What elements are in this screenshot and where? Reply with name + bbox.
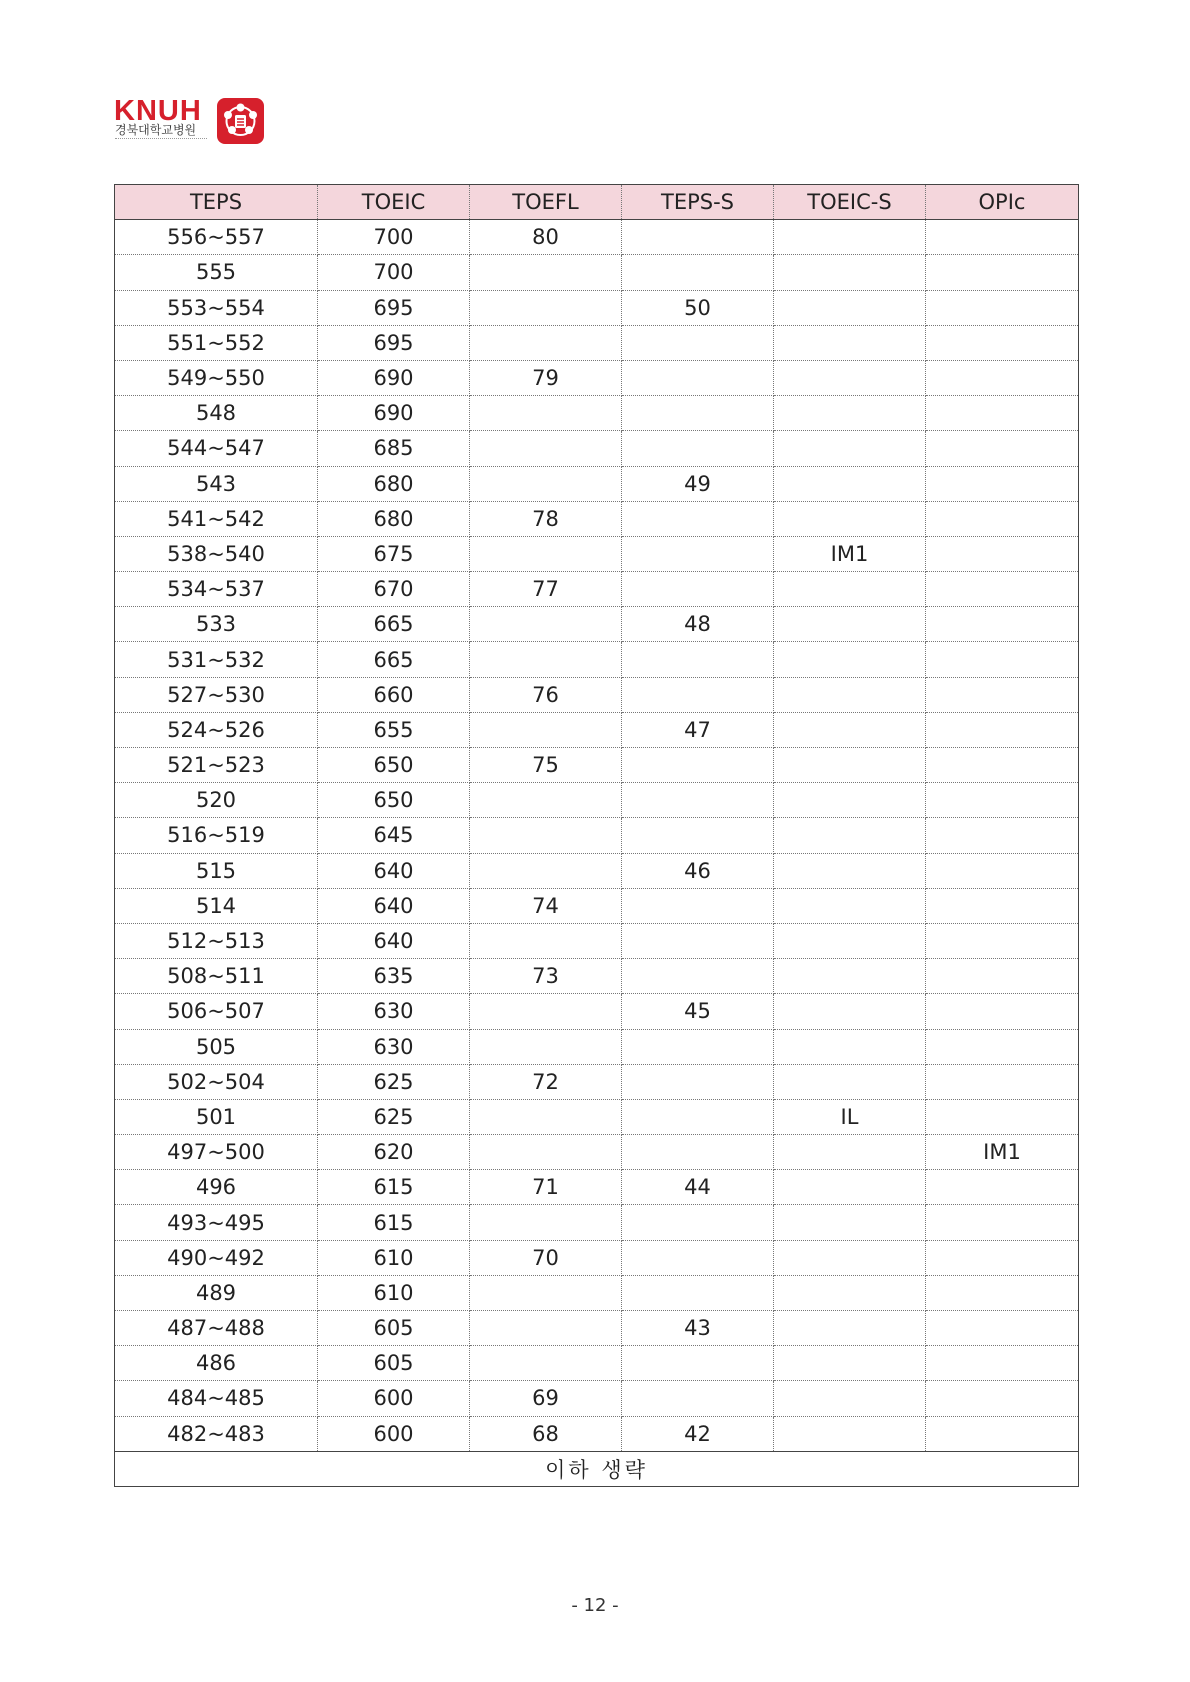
table-cell-opic	[926, 325, 1079, 360]
table-cell-toeic-s	[774, 1416, 926, 1451]
table-cell-teps-s	[622, 677, 774, 712]
table-cell-teps: 531~532	[115, 642, 318, 677]
table-cell-teps: 556~557	[115, 220, 318, 255]
table-cell-toefl	[470, 994, 622, 1029]
table-row	[115, 255, 1079, 290]
table-cell-toeic-s	[774, 431, 926, 466]
table-cell-toeic: 600	[318, 1416, 470, 1451]
table-row	[115, 677, 1079, 712]
table-cell-toeic: 700	[318, 220, 470, 255]
table-cell-toefl	[470, 923, 622, 958]
table-cell-teps: 527~530	[115, 677, 318, 712]
table-cell-toeic-s	[774, 290, 926, 325]
table-cell-toeic-s	[774, 255, 926, 290]
table-cell-teps-s	[622, 959, 774, 994]
table-cell-teps: 505	[115, 1029, 318, 1064]
table-cell-teps-s: 49	[622, 466, 774, 501]
table-cell-teps-s	[622, 748, 774, 783]
table-cell-opic	[926, 888, 1079, 923]
table-cell-teps: 551~552	[115, 325, 318, 360]
table-cell-teps-s: 44	[622, 1170, 774, 1205]
table-cell-toefl: 79	[470, 360, 622, 395]
table-cell-teps: 497~500	[115, 1135, 318, 1170]
logo-hospital-name: 경북대학교병원	[115, 123, 197, 137]
table-cell-toeic-s	[774, 1205, 926, 1240]
table-cell-toeic-s	[774, 712, 926, 747]
table-cell-toeic: 605	[318, 1311, 470, 1346]
table-cell-toeic-s	[774, 396, 926, 431]
table-cell-toefl: 74	[470, 888, 622, 923]
table-row	[115, 325, 1079, 360]
table-cell-toefl	[470, 818, 622, 853]
table-cell-opic	[926, 712, 1079, 747]
table-cell-opic	[926, 677, 1079, 712]
table-cell-toeic: 640	[318, 888, 470, 923]
table-cell-teps: 487~488	[115, 1311, 318, 1346]
table-cell-opic	[926, 255, 1079, 290]
table-cell-toefl: 75	[470, 748, 622, 783]
table-cell-toefl	[470, 1311, 622, 1346]
table-cell-toefl	[470, 783, 622, 818]
table-cell-teps-s: 46	[622, 853, 774, 888]
table-cell-toefl: 78	[470, 501, 622, 536]
table-row	[115, 466, 1079, 501]
table-cell-toeic: 690	[318, 396, 470, 431]
table-cell-toeic: 625	[318, 1064, 470, 1099]
table-cell-toeic: 625	[318, 1099, 470, 1134]
table-row	[115, 1275, 1079, 1310]
table-cell-opic	[926, 1311, 1079, 1346]
table-cell-toeic-s	[774, 1381, 926, 1416]
table-cell-opic	[926, 959, 1079, 994]
table-row	[115, 1381, 1079, 1416]
table-cell-toefl	[470, 536, 622, 571]
table-cell-opic	[926, 853, 1079, 888]
table-cell-toeic: 690	[318, 360, 470, 395]
table-footer-note: 이하 생략	[115, 1451, 1079, 1486]
table-cell-toeic-s	[774, 1346, 926, 1381]
table-row	[115, 1205, 1079, 1240]
table-cell-opic	[926, 1170, 1079, 1205]
table-row	[115, 290, 1079, 325]
table-cell-toeic: 670	[318, 572, 470, 607]
table-cell-opic	[926, 1099, 1079, 1134]
table-cell-teps: 508~511	[115, 959, 318, 994]
table-row	[115, 572, 1079, 607]
table-cell-teps-s	[622, 501, 774, 536]
table-cell-opic	[926, 1346, 1079, 1381]
table-cell-teps-s	[622, 1275, 774, 1310]
table-cell-toefl	[470, 1029, 622, 1064]
table-row	[115, 853, 1079, 888]
table-cell-teps-s	[622, 1381, 774, 1416]
table-cell-teps: 538~540	[115, 536, 318, 571]
table-cell-toeic: 685	[318, 431, 470, 466]
table-cell-teps-s	[622, 396, 774, 431]
table-cell-teps: 521~523	[115, 748, 318, 783]
table-cell-teps: 555	[115, 255, 318, 290]
table-cell-teps-s	[622, 255, 774, 290]
table-cell-toeic: 700	[318, 255, 470, 290]
table-cell-opic	[926, 748, 1079, 783]
table-row	[115, 360, 1079, 395]
table-cell-teps: 490~492	[115, 1240, 318, 1275]
table-cell-teps-s	[622, 220, 774, 255]
table-cell-toeic: 620	[318, 1135, 470, 1170]
table-cell-toeic: 605	[318, 1346, 470, 1381]
table-cell-toeic-s	[774, 607, 926, 642]
table-cell-toefl: 76	[470, 677, 622, 712]
table-cell-toeic-s	[774, 1240, 926, 1275]
table-cell-teps: 493~495	[115, 1205, 318, 1240]
table-cell-toeic-s	[774, 923, 926, 958]
table-cell-opic	[926, 923, 1079, 958]
table-cell-teps: 520	[115, 783, 318, 818]
table-cell-teps: 496	[115, 1170, 318, 1205]
hospital-logo	[114, 96, 274, 148]
hospital-emblem-icon	[217, 98, 264, 144]
table-cell-toeic-s	[774, 1135, 926, 1170]
table-cell-toeic: 675	[318, 536, 470, 571]
table-cell-teps-s	[622, 536, 774, 571]
table-cell-toefl: 80	[470, 220, 622, 255]
table-cell-toefl	[470, 431, 622, 466]
table-cell-teps-s	[622, 325, 774, 360]
column-header-opic: OPIc	[926, 185, 1079, 220]
table-cell-teps: 534~537	[115, 572, 318, 607]
table-cell-toeic-s	[774, 1170, 926, 1205]
table-cell-toeic: 600	[318, 1381, 470, 1416]
table-cell-teps: 516~519	[115, 818, 318, 853]
column-header-toeic: TOEIC	[318, 185, 470, 220]
table-row	[115, 431, 1079, 466]
table-cell-teps-s	[622, 783, 774, 818]
table-cell-toeic-s	[774, 572, 926, 607]
table-row	[115, 994, 1079, 1029]
table-cell-opic	[926, 818, 1079, 853]
table-cell-toeic-s	[774, 994, 926, 1029]
table-cell-toefl	[470, 1275, 622, 1310]
table-cell-teps: 548	[115, 396, 318, 431]
table-cell-teps-s	[622, 360, 774, 395]
table-cell-toefl	[470, 1346, 622, 1381]
table-cell-toefl	[470, 1135, 622, 1170]
table-row	[115, 959, 1079, 994]
table-footer-row	[115, 1451, 1079, 1486]
table-cell-teps: 506~507	[115, 994, 318, 1029]
table-cell-opic	[926, 220, 1079, 255]
table-cell-toeic-s	[774, 853, 926, 888]
table-cell-toefl	[470, 255, 622, 290]
table-cell-teps-s: 50	[622, 290, 774, 325]
table-cell-teps: 524~526	[115, 712, 318, 747]
table-cell-toeic: 695	[318, 290, 470, 325]
table-cell-teps-s	[622, 1064, 774, 1099]
header-row	[115, 185, 1079, 220]
logo-fine-print	[115, 138, 207, 141]
table-cell-toeic: 645	[318, 818, 470, 853]
table-cell-toeic: 660	[318, 677, 470, 712]
table-cell-opic	[926, 360, 1079, 395]
logo-abbr: KNUH	[114, 95, 202, 127]
table-row	[115, 1135, 1079, 1170]
table-cell-toeic: 680	[318, 501, 470, 536]
table-cell-teps-s	[622, 1240, 774, 1275]
table-row	[115, 607, 1079, 642]
table-cell-toefl	[470, 325, 622, 360]
table-cell-toeic-s	[774, 959, 926, 994]
column-header-teps: TEPS	[115, 185, 318, 220]
table-row	[115, 1346, 1079, 1381]
table-cell-opic	[926, 1381, 1079, 1416]
table-row	[115, 1240, 1079, 1275]
table-cell-opic	[926, 1205, 1079, 1240]
table-cell-teps-s: 45	[622, 994, 774, 1029]
table-cell-toefl	[470, 642, 622, 677]
table-cell-toeic: 615	[318, 1170, 470, 1205]
table-cell-toeic-s	[774, 1311, 926, 1346]
table-cell-opic	[926, 607, 1079, 642]
table-cell-teps: 544~547	[115, 431, 318, 466]
table-row	[115, 642, 1079, 677]
table-cell-teps: 533	[115, 607, 318, 642]
page-number: - 12 -	[571, 1595, 619, 1616]
table-cell-opic	[926, 1064, 1079, 1099]
table-cell-toeic-s	[774, 818, 926, 853]
table-cell-toeic-s	[774, 325, 926, 360]
table-body	[115, 220, 1079, 1487]
table-cell-teps: 486	[115, 1346, 318, 1381]
table-cell-teps: 549~550	[115, 360, 318, 395]
table-cell-teps: 515	[115, 853, 318, 888]
table-row	[115, 1311, 1079, 1346]
table-cell-toeic: 640	[318, 923, 470, 958]
table-cell-teps: 543	[115, 466, 318, 501]
table-cell-toeic: 695	[318, 325, 470, 360]
table-cell-teps-s	[622, 572, 774, 607]
table-cell-opic	[926, 642, 1079, 677]
table-row	[115, 1416, 1079, 1451]
table-cell-opic	[926, 783, 1079, 818]
table-cell-teps: 541~542	[115, 501, 318, 536]
table-cell-opic	[926, 1416, 1079, 1451]
table-cell-teps: 501	[115, 1099, 318, 1134]
table-row	[115, 396, 1079, 431]
table-cell-opic	[926, 431, 1079, 466]
table-cell-toefl: 70	[470, 1240, 622, 1275]
table-cell-toeic-s	[774, 677, 926, 712]
table-cell-teps: 502~504	[115, 1064, 318, 1099]
table-cell-toeic-s	[774, 360, 926, 395]
table-cell-teps-s: 43	[622, 1311, 774, 1346]
table-row	[115, 1170, 1079, 1205]
table-header	[115, 185, 1079, 220]
table-cell-opic	[926, 501, 1079, 536]
table-cell-teps: 489	[115, 1275, 318, 1310]
table-cell-toefl: 73	[470, 959, 622, 994]
table-cell-toeic-s	[774, 1275, 926, 1310]
table-cell-opic	[926, 396, 1079, 431]
table-cell-teps-s	[622, 1135, 774, 1170]
table-row	[115, 536, 1079, 571]
table-cell-toeic: 650	[318, 748, 470, 783]
table-cell-toefl	[470, 853, 622, 888]
table-cell-toeic-s	[774, 642, 926, 677]
table-cell-opic	[926, 1029, 1079, 1064]
table-cell-toeic-s: IL	[774, 1099, 926, 1134]
table-cell-teps-s: 48	[622, 607, 774, 642]
table-cell-teps-s	[622, 923, 774, 958]
table-cell-opic	[926, 290, 1079, 325]
table-cell-teps-s	[622, 1205, 774, 1240]
table-cell-teps: 553~554	[115, 290, 318, 325]
table-cell-toeic-s	[774, 466, 926, 501]
table-cell-toefl: 69	[470, 1381, 622, 1416]
table-cell-toefl	[470, 1099, 622, 1134]
table-cell-teps-s	[622, 1346, 774, 1381]
table-cell-opic	[926, 1275, 1079, 1310]
table-cell-toeic: 655	[318, 712, 470, 747]
table-cell-toefl: 71	[470, 1170, 622, 1205]
table-cell-toeic-s: IM1	[774, 536, 926, 571]
table-cell-teps-s	[622, 888, 774, 923]
table-cell-opic	[926, 572, 1079, 607]
table-cell-toefl: 68	[470, 1416, 622, 1451]
table-cell-teps-s	[622, 431, 774, 466]
table-cell-opic	[926, 536, 1079, 571]
table-row	[115, 1099, 1079, 1134]
table-cell-teps-s: 42	[622, 1416, 774, 1451]
table-row	[115, 1029, 1079, 1064]
table-cell-teps: 514	[115, 888, 318, 923]
table-cell-toeic-s	[774, 220, 926, 255]
column-header-teps-s: TEPS-S	[622, 185, 774, 220]
table-row	[115, 712, 1079, 747]
table-cell-teps-s	[622, 818, 774, 853]
table-cell-toefl	[470, 607, 622, 642]
table-row	[115, 888, 1079, 923]
score-conversion-table	[114, 184, 1079, 1487]
table-cell-toeic-s	[774, 748, 926, 783]
table-cell-toeic: 610	[318, 1275, 470, 1310]
table-cell-toeic-s	[774, 1064, 926, 1099]
column-header-toeic-s: TOEIC-S	[774, 185, 926, 220]
table-cell-toefl: 77	[470, 572, 622, 607]
table-cell-toefl: 72	[470, 1064, 622, 1099]
table-row	[115, 748, 1079, 783]
table-cell-teps-s: 47	[622, 712, 774, 747]
table-cell-toeic: 665	[318, 642, 470, 677]
table-row	[115, 1064, 1079, 1099]
table-cell-toeic: 610	[318, 1240, 470, 1275]
table-cell-teps-s	[622, 642, 774, 677]
table-cell-teps-s	[622, 1029, 774, 1064]
table-cell-teps: 512~513	[115, 923, 318, 958]
table-cell-toefl	[470, 712, 622, 747]
table-cell-teps: 484~485	[115, 1381, 318, 1416]
table-cell-toeic: 635	[318, 959, 470, 994]
table-cell-teps: 482~483	[115, 1416, 318, 1451]
table-cell-toeic-s	[774, 888, 926, 923]
table-cell-toefl	[470, 1205, 622, 1240]
table-cell-opic	[926, 1240, 1079, 1275]
table-cell-opic	[926, 466, 1079, 501]
table-cell-opic: IM1	[926, 1135, 1079, 1170]
table-cell-toefl	[470, 290, 622, 325]
column-header-toefl: TOEFL	[470, 185, 622, 220]
table-cell-toeic: 650	[318, 783, 470, 818]
table-cell-opic	[926, 994, 1079, 1029]
table-cell-toeic: 615	[318, 1205, 470, 1240]
table-cell-toeic-s	[774, 501, 926, 536]
table-cell-toefl	[470, 466, 622, 501]
table-row	[115, 818, 1079, 853]
table-cell-toeic: 640	[318, 853, 470, 888]
table-cell-toeic: 630	[318, 994, 470, 1029]
table-cell-toeic-s	[774, 1029, 926, 1064]
table-row	[115, 783, 1079, 818]
table-cell-toeic: 680	[318, 466, 470, 501]
table-cell-toeic: 665	[318, 607, 470, 642]
table-cell-toefl	[470, 396, 622, 431]
table-row	[115, 501, 1079, 536]
table-row	[115, 923, 1079, 958]
table-cell-toeic: 630	[318, 1029, 470, 1064]
table-row	[115, 220, 1079, 255]
table-cell-teps-s	[622, 1099, 774, 1134]
table-cell-toeic-s	[774, 783, 926, 818]
